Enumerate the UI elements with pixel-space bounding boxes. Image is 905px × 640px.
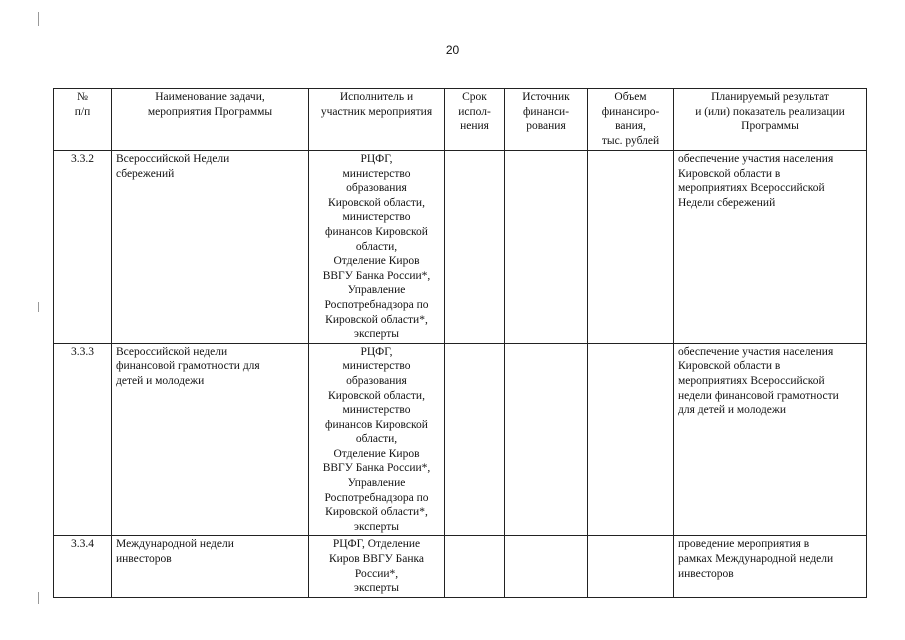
table-row [54, 343, 867, 536]
table-header-row [54, 89, 867, 151]
row-volume [588, 343, 674, 536]
row-number: 3.3.2 [54, 151, 112, 344]
row-executor: РЦФГ, министерство образования Кировской области, министерство финансов Кировской области, Отделение Киров ВВГУ Банка России*, Управление Роспотребнадзора по Кировской области*, эксперты [309, 151, 445, 344]
row-executor: РЦФГ, министерство образования Кировской области, министерство финансов Кировской области, Отделение Киров ВВГУ Банка России*, Управление Роспотребнадзора по Кировской области*, эксперты [309, 343, 445, 536]
row-source [505, 343, 588, 536]
row-name: Международной недели инвесторов [112, 536, 309, 597]
header-term: Срок испол- нения [445, 89, 505, 151]
table-row [54, 536, 867, 597]
row-volume [588, 536, 674, 597]
header-executor: Исполнитель и участник мероприятия [309, 89, 445, 151]
header-number: № п/п [54, 89, 112, 151]
row-number: 3.3.3 [54, 343, 112, 536]
row-result: проведение мероприятия в рамках Международной недели инвесторов [674, 536, 867, 597]
row-name: Всероссийской недели финансовой грамотности для детей и молодежи [112, 343, 309, 536]
row-result: обеспечение участия населения Кировской области в мероприятиях Всероссийской Недели сбережений [674, 151, 867, 344]
row-source [505, 536, 588, 597]
header-name: Наименование задачи, мероприятия Программы [112, 89, 309, 151]
row-result: обеспечение участия населения Кировской области в мероприятиях Всероссийской недели финансовой грамотности для детей и молодежи [674, 343, 867, 536]
page-number: 20 [445, 43, 460, 57]
program-table [53, 88, 867, 598]
scan-mark [38, 592, 39, 604]
row-term [445, 151, 505, 344]
row-source [505, 151, 588, 344]
row-executor: РЦФГ, Отделение Киров ВВГУ Банка России*, эксперты [309, 536, 445, 597]
row-name: Всероссийской Недели сбережений [112, 151, 309, 344]
row-term [445, 536, 505, 597]
scan-mark [38, 12, 39, 26]
table-row [54, 151, 867, 344]
row-term [445, 343, 505, 536]
header-result: Планируемый результат и (или) показатель реализации Программы [674, 89, 867, 151]
scan-mark [38, 302, 39, 312]
row-number: 3.3.4 [54, 536, 112, 597]
header-volume: Объем финансиро- вания, тыс. рублей [588, 89, 674, 151]
row-volume [588, 151, 674, 344]
header-source: Источник финанси- рования [505, 89, 588, 151]
